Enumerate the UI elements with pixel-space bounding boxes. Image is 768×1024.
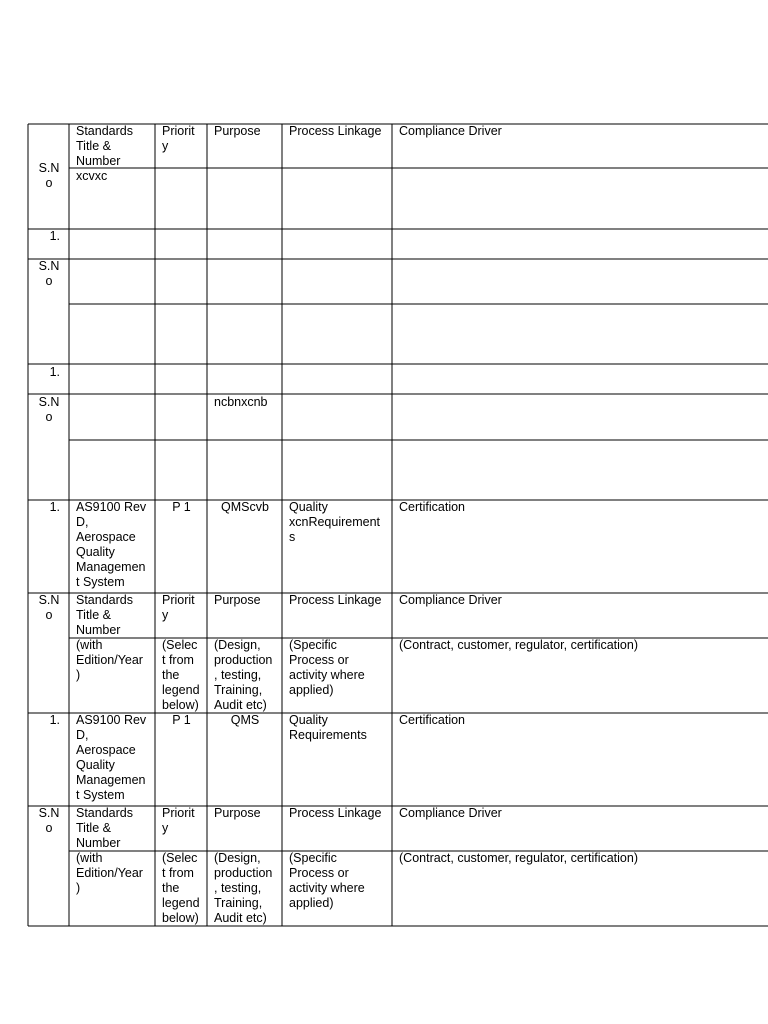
sno-cell: 1. — [49, 500, 60, 514]
sno-header: S.N o — [38, 259, 60, 288]
standards-subheader: (with Edition/Year ) — [76, 851, 143, 895]
process-linkage-header: Process Linkage — [289, 124, 382, 138]
priority-cell: P 1 — [172, 500, 191, 514]
sno-cell: 1. — [49, 713, 60, 727]
process-linkage-header: Process Linkage — [289, 806, 382, 820]
standards-header: Standards Title & Number — [76, 124, 133, 168]
priority-cell: P 1 — [172, 713, 191, 727]
priority-header: Priorit y — [162, 806, 195, 835]
priority-header: Priorit y — [162, 124, 195, 153]
sno-header: S.N o — [38, 593, 60, 622]
purpose-cell: ncbnxcnb — [214, 395, 268, 409]
standards-header: Standards Title & Number — [76, 593, 133, 637]
standards-cell: xcvxc — [76, 169, 108, 183]
standards-cell: AS9100 Rev D, Aerospace Quality Managemen t System — [76, 500, 147, 589]
standards-header: Standards Title & Number — [76, 806, 133, 850]
compliance-driver-cell: Certification — [399, 713, 465, 727]
compliance-driver-header: Compliance Driver — [399, 593, 502, 607]
compliance-driver-subheader: (Contract, customer, regulator, certification) — [399, 851, 638, 865]
process-linkage-header: Process Linkage — [289, 593, 382, 607]
purpose-subheader: (Design, production , testing, Training, Audit etc) — [214, 851, 273, 925]
standards-cell: AS9100 Rev D, Aerospace Quality Managemen t System — [76, 713, 147, 802]
sno-cell: 1. — [49, 229, 60, 243]
standards-subheader: (with Edition/Year ) — [76, 638, 143, 682]
priority-subheader: (Selec t from the legend below) — [162, 851, 200, 925]
compliance-driver-header: Compliance Driver — [399, 806, 502, 820]
process-linkage-cell: Quality Requirements — [289, 713, 367, 742]
sno-cell: 1. — [49, 365, 60, 379]
purpose-header: Purpose — [214, 806, 261, 820]
sno-header: S.N o — [38, 161, 60, 190]
sno-header: S.N o — [38, 806, 60, 835]
compliance-driver-subheader: (Contract, customer, regulator, certification) — [399, 638, 638, 652]
purpose-header: Purpose — [214, 593, 261, 607]
process-linkage-subheader: (Specific Process or activity where applied) — [289, 851, 365, 910]
priority-subheader: (Selec t from the legend below) — [162, 638, 200, 712]
purpose-header: Purpose — [214, 124, 261, 138]
compliance-driver-header: Compliance Driver — [399, 124, 502, 138]
process-linkage-cell: Quality xcnRequirement s — [289, 500, 381, 544]
sno-header: S.N o — [38, 395, 60, 424]
purpose-subheader: (Design, production , testing, Training, Audit etc) — [214, 638, 273, 712]
process-linkage-subheader: (Specific Process or activity where applied) — [289, 638, 365, 697]
compliance-driver-cell: Certification — [399, 500, 465, 514]
priority-header: Priorit y — [162, 593, 195, 622]
purpose-cell: QMS — [230, 713, 260, 727]
purpose-cell: QMScvb — [221, 500, 269, 514]
